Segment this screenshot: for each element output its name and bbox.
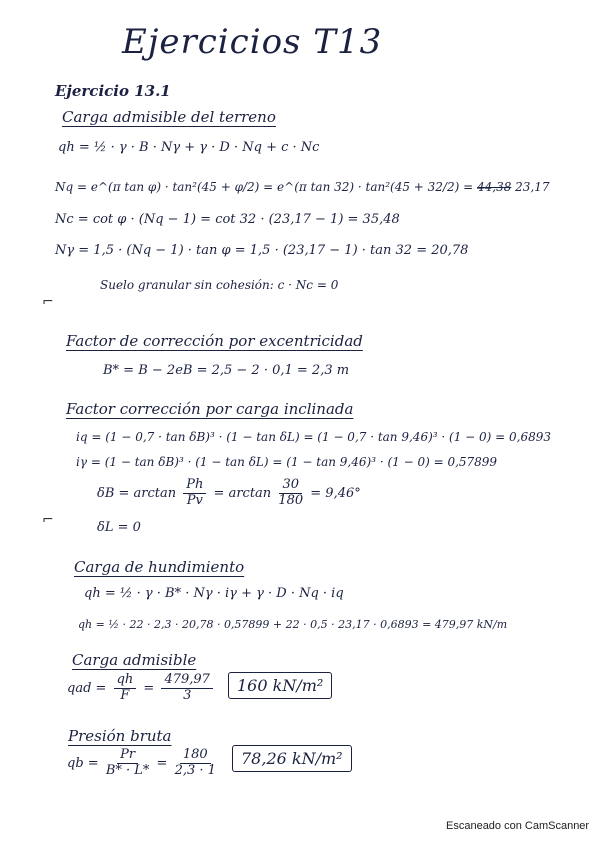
qb-frac2-den: 2,3 · 1: [174, 762, 216, 778]
qad-left: qad =: [67, 680, 107, 696]
equation-igamma: iγ = (1 − tan δB)³ · (1 − tan δL) = (1 − tan 9,46)³ · (1 − 0) = 0,57899: [76, 455, 498, 469]
scan-mark-2: ⌐: [42, 512, 54, 528]
delta-b-result: = 9,46°: [310, 485, 361, 501]
qb-left: qb =: [67, 755, 99, 771]
qad-frac1-den: F: [120, 687, 130, 703]
qb-fraction-2: [175, 748, 216, 779]
camscanner-footer: Escaneado con CamScanner: [446, 820, 590, 832]
scan-mark: ⌐: [42, 294, 54, 310]
page-title: Ejercicios T13: [122, 22, 383, 62]
delta-b-frac1-num: Ph: [183, 478, 206, 494]
equation-qb: [67, 748, 219, 779]
equation-delta-b: [97, 478, 361, 509]
equation-delta-l: δL = 0: [97, 520, 141, 535]
equation-nc: Nc = cot φ · (Nq − 1) = cot 32 · (23,17 − 1) = 35,48: [55, 212, 400, 227]
delta-b-frac2-den: 180: [278, 492, 304, 508]
qad-frac1-num: qh: [114, 673, 137, 689]
qad-fraction-2: [161, 673, 213, 704]
equation-b-star: B* = B − 2eB = 2,5 − 2 · 0,1 = 2,3 m: [103, 363, 350, 378]
qb-result-box: 78,26 kN/m²: [232, 745, 352, 772]
equation-nq-value: 23,17: [515, 180, 550, 194]
section-presion-bruta: Presión bruta: [68, 727, 172, 745]
delta-b-mid: = arctan: [213, 485, 272, 501]
section-carga-admisible: Carga admisible: [72, 651, 197, 669]
delta-b-fraction-2: [278, 478, 303, 509]
qad-frac2-den: 3: [183, 687, 192, 703]
equation-qh-general: qh = ½ · γ · B · Nγ + γ · D · Nq + c · Nc: [58, 140, 320, 155]
qad-frac2-num: 479,97: [161, 673, 213, 689]
qb-eq: =: [156, 755, 168, 771]
qad-eq: =: [143, 680, 155, 696]
exercise-heading: Ejercicio 13.1: [55, 82, 171, 100]
qad-result-box: 160 kN/m²: [228, 672, 332, 699]
delta-b-frac1-den: Pv: [186, 492, 203, 508]
equation-qh-formula: qh = ½ · γ · B* · Nγ · iγ + γ · D · Nq · iq: [84, 586, 344, 601]
equation-qad: [67, 673, 216, 704]
equation-nq-body: Nq = e^(π tan φ) · tan²(45 + φ/2) = e^(π tan 32) · tan²(45 + 32/2) =: [55, 180, 474, 194]
qb-frac1-den: B* · L*: [105, 762, 150, 778]
equation-iq: iq = (1 − 0,7 · tan δB)³ · (1 − tan δL) = (1 − 0,7 · tan 9,46)³ · (1 − 0) = 0,6893: [76, 430, 551, 444]
qb-frac1-num: Pr: [117, 748, 138, 764]
section-factor-excentricidad: Factor de corrección por excentricidad: [66, 332, 363, 350]
section-carga-admisible-terreno: Carga admisible del terreno: [62, 108, 276, 126]
section-factor-carga-inclinada: Factor corrección por carga inclinada: [66, 400, 354, 418]
equation-nq-struck: 44,38: [476, 180, 512, 194]
delta-b-frac2-num: 30: [279, 478, 302, 494]
equation-qh-numeric: qh = ½ · 22 · 2,3 · 20,78 · 0,57899 + 22 · 0,5 · 23,17 · 0,6893 = 479,97 kN/m: [78, 618, 508, 631]
note-suelo-granular: Suelo granular sin cohesión: c · Nc = 0: [100, 278, 339, 292]
equation-nq: [55, 180, 550, 194]
section-carga-hundimiento: Carga de hundimiento: [74, 558, 245, 576]
qb-frac2-num: 180: [180, 748, 211, 764]
delta-b-fraction-1: [183, 478, 206, 509]
equation-ngamma: Nγ = 1,5 · (Nq − 1) · tan φ = 1,5 · (23,17 − 1) · tan 32 = 20,78: [55, 243, 469, 258]
delta-b-left: δB = arctan: [97, 485, 177, 501]
qb-fraction-1: [106, 748, 150, 779]
qad-fraction-1: [114, 673, 137, 704]
